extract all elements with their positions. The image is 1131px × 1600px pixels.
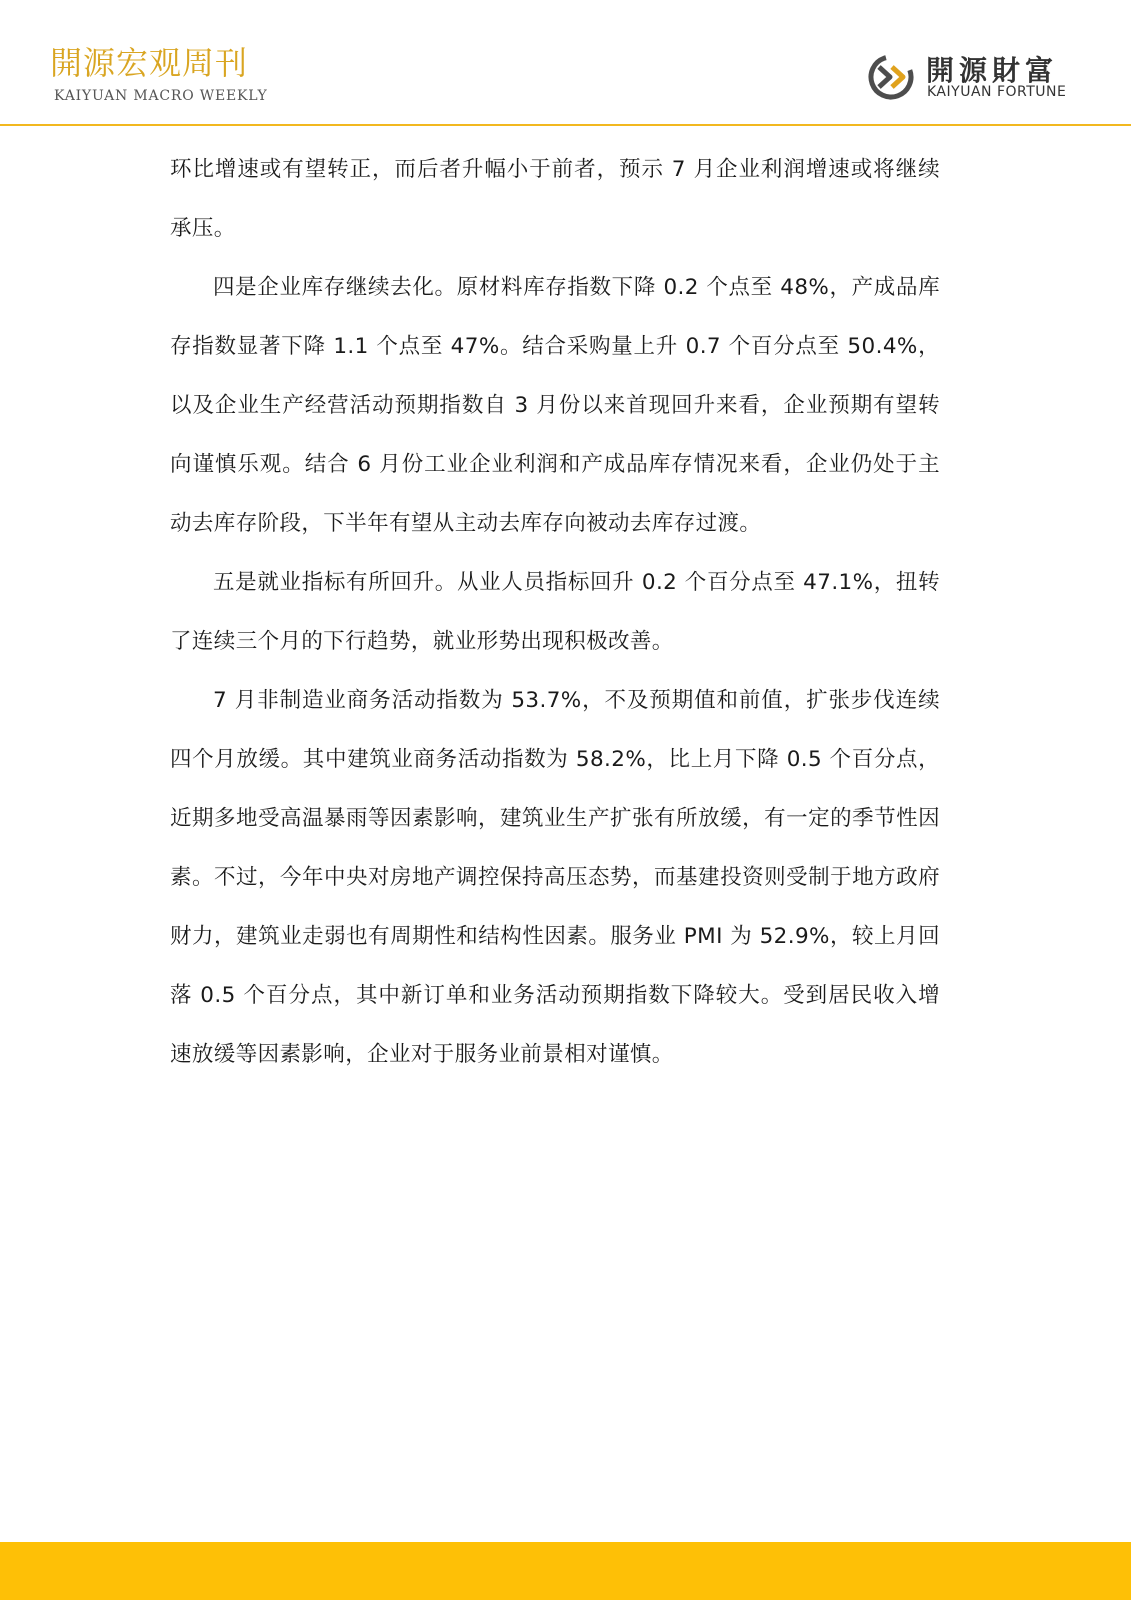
brand-name-chinese: 開源財富 [926, 54, 1059, 87]
header-divider [0, 124, 1131, 126]
page-header [0, 0, 1131, 126]
footer-band [0, 1542, 1131, 1600]
kaiyuan-logo-icon [866, 52, 916, 102]
publication-subtitle: KAIYUAN MACRO WEEKLY [54, 88, 268, 104]
brand-block [866, 46, 1096, 106]
paragraph-inventory: 四是企业库存继续去化。原材料库存指数下降 0.2 个点至 48%，产成品库存指数显著下降 1.1 个点至 47%。结合采购量上升 0.7 个百分点至 50.4%，以及企业生产经营活动预期指数自 3 月份以来首现回升来看，企业预期有望转向谨慎乐观。结合 6 月份工业企业利润和产成品库存情况来看，企业仍处于主动去库存阶段，下半年有望从主动去库存向被动去库存过渡。 [170, 275, 940, 536]
publication-title: 開源宏观周刊 [50, 44, 249, 82]
paragraph-continuation: 环比增速或有望转正，而后者升幅小于前者，预示 7 月企业利润增速或将继续承压。 [170, 157, 940, 241]
brand-name-english: KAIYUAN FORTUNE [927, 84, 1067, 100]
paragraph-employment: 五是就业指标有所回升。从业人员指标回升 0.2 个百分点至 47.1%，扭转了连续三个月的下行趋势，就业形势出现积极改善。 [170, 570, 940, 654]
paragraph-non-manufacturing: 7 月非制造业商务活动指数为 53.7%，不及预期值和前值，扩张步伐连续四个月放缓。其中建筑业商务活动指数为 58.2%，比上月下降 0.5 个百分点，近期多地受高温暴雨等因素影响，建筑业生产扩张有所放缓，有一定的季节性因素。不过，今年中央对房地产调控保持高压态势，而基建投资则受制于地方政府财力，建筑业走弱也有周期性和结构性因素。服务业 PMI 为 52.9%，较上月回落 0.5 个百分点，其中新订单和业务活动预期指数下降较大。受到居民收入增速放缓等因素影响，企业对于服务业前景相对谨慎。 [170, 688, 940, 1067]
article-body [170, 140, 940, 1084]
